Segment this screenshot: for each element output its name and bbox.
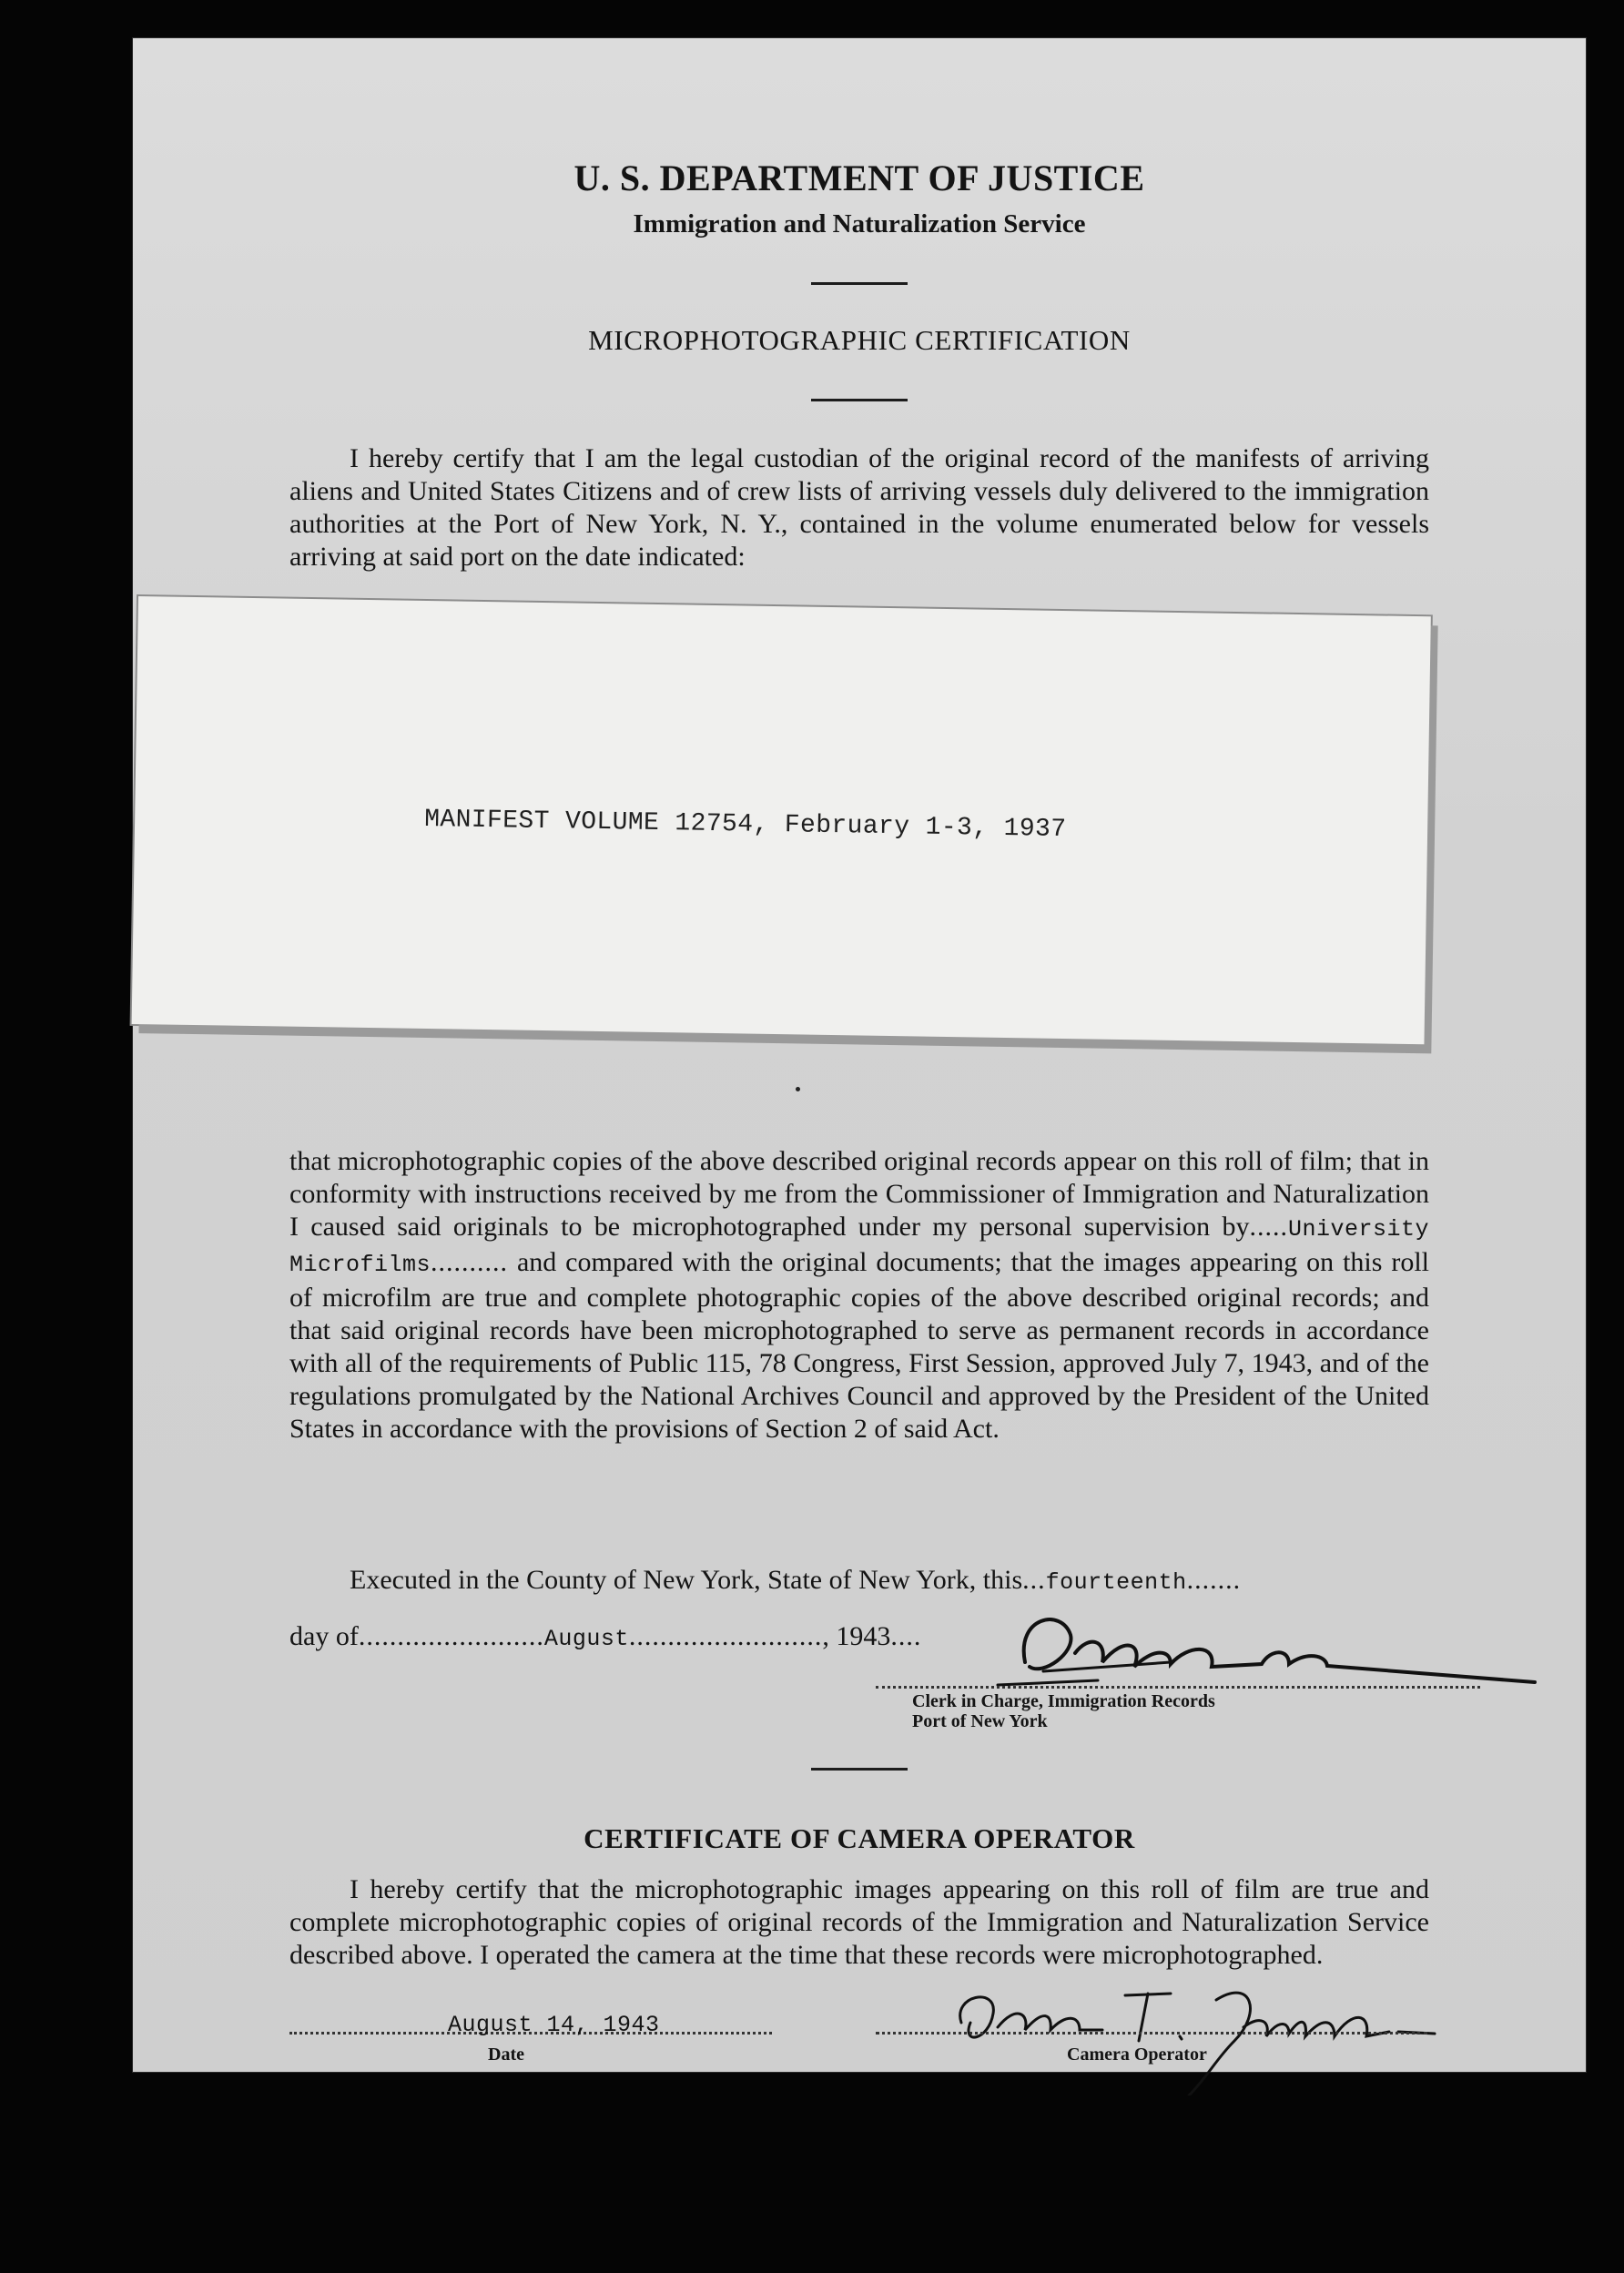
clerk-title — [912, 1691, 1215, 1731]
manifest-volume: MANIFEST VOLUME 12754, February 1-3, 1937 — [423, 805, 1067, 845]
certification-text-part2: and compared with the original documents; that the images appearing on this roll of microfilm are true and complete photographic copies of the above described original records; and that said original records have been microphotographed to serve as permanent records in accordance with all of the requirements of Public 115, 78 Congress, First Session, approved July 7, 1943, and of the regulations promulgated by the National Archives Council and approved by the President of the United States in accordance with the provisions of Section 2 of said Act. — [289, 1247, 1429, 1444]
certification-paragraph — [289, 1145, 1429, 1446]
manifest-slip — [132, 596, 1431, 1044]
executed-month-value: August — [543, 1626, 629, 1652]
camera-operator-title: CERTIFICATE OF CAMERA OPERATOR — [584, 1822, 1135, 1854]
clerk-title-line2: Port of New York — [912, 1711, 1048, 1731]
camera-operator-paragraph: I hereby certify that the microphotographic images appearing on this roll of film are true and complete microphotographic copies of original records of the Immigration and Naturalization Service described above. I operated the camera at the time that these records were microphotographed. — [289, 1874, 1429, 1970]
fill-dots: ..... — [1249, 1212, 1288, 1242]
clerk-title-line1: Clerk in Charge, Immigration Records — [912, 1691, 1215, 1711]
clerk-signature — [989, 1598, 1571, 1699]
executed-year-value: , 1943 — [822, 1621, 891, 1651]
clerk-signature-line — [876, 1686, 1480, 1689]
day-of-line — [289, 1620, 921, 1656]
executed-line — [289, 1564, 1429, 1599]
certification-text-part1: that microphotographic copies of the above described original records appear on this roll of film; that in conformity with instructions received by me from the Commissioner of Immigration and Naturalization I caused said originals to be microphotographed under my personal supervision by — [289, 1146, 1429, 1242]
divider-rule — [811, 399, 908, 401]
custodian-paragraph: I hereby certify that I am the legal custodian of the original record of the manifests of arriving aliens and United States Citizens and of crew lists of arriving vessels duly delivered to the immigration authorities at the Port of New York, N. Y., contained in the volume enumerated below for vessels arriving at said port on the date indicated: — [289, 443, 1429, 572]
service-name: Immigration and Naturalization Service — [633, 209, 1086, 238]
day-of-label: day of — [289, 1621, 359, 1651]
divider-rule — [811, 282, 908, 285]
department-title: U. S. DEPARTMENT OF JUSTICE — [573, 157, 1145, 198]
fill-dots: .......... — [431, 1247, 509, 1277]
camera-operator-label: Camera Operator — [1067, 2045, 1207, 2065]
fill-dots: ......................... — [628, 1621, 823, 1651]
fill-dots: ... — [1022, 1565, 1046, 1595]
fill-dots: ........................ — [358, 1621, 544, 1651]
camera-operator-signature — [943, 1959, 1453, 2095]
certification-title: MICROPHOTOGRAPHIC CERTIFICATION — [588, 324, 1131, 356]
fill-dots: ....... — [1186, 1565, 1242, 1595]
date-label: Date — [488, 2045, 524, 2065]
fill-dots: .... — [890, 1621, 922, 1651]
microfilmed-by-value: University Microfilms — [289, 1216, 1429, 1278]
certificate-page — [133, 38, 1586, 2072]
date-value: August 14, 1943 — [448, 2012, 660, 2038]
executed-text: Executed in the County of New York, State of New York, this — [350, 1565, 1023, 1595]
film-speck — [796, 1087, 800, 1091]
executed-day-value: fourteenth — [1045, 1569, 1187, 1596]
divider-rule — [811, 1768, 908, 1771]
camera-operator-signature-line — [876, 2032, 1427, 2035]
